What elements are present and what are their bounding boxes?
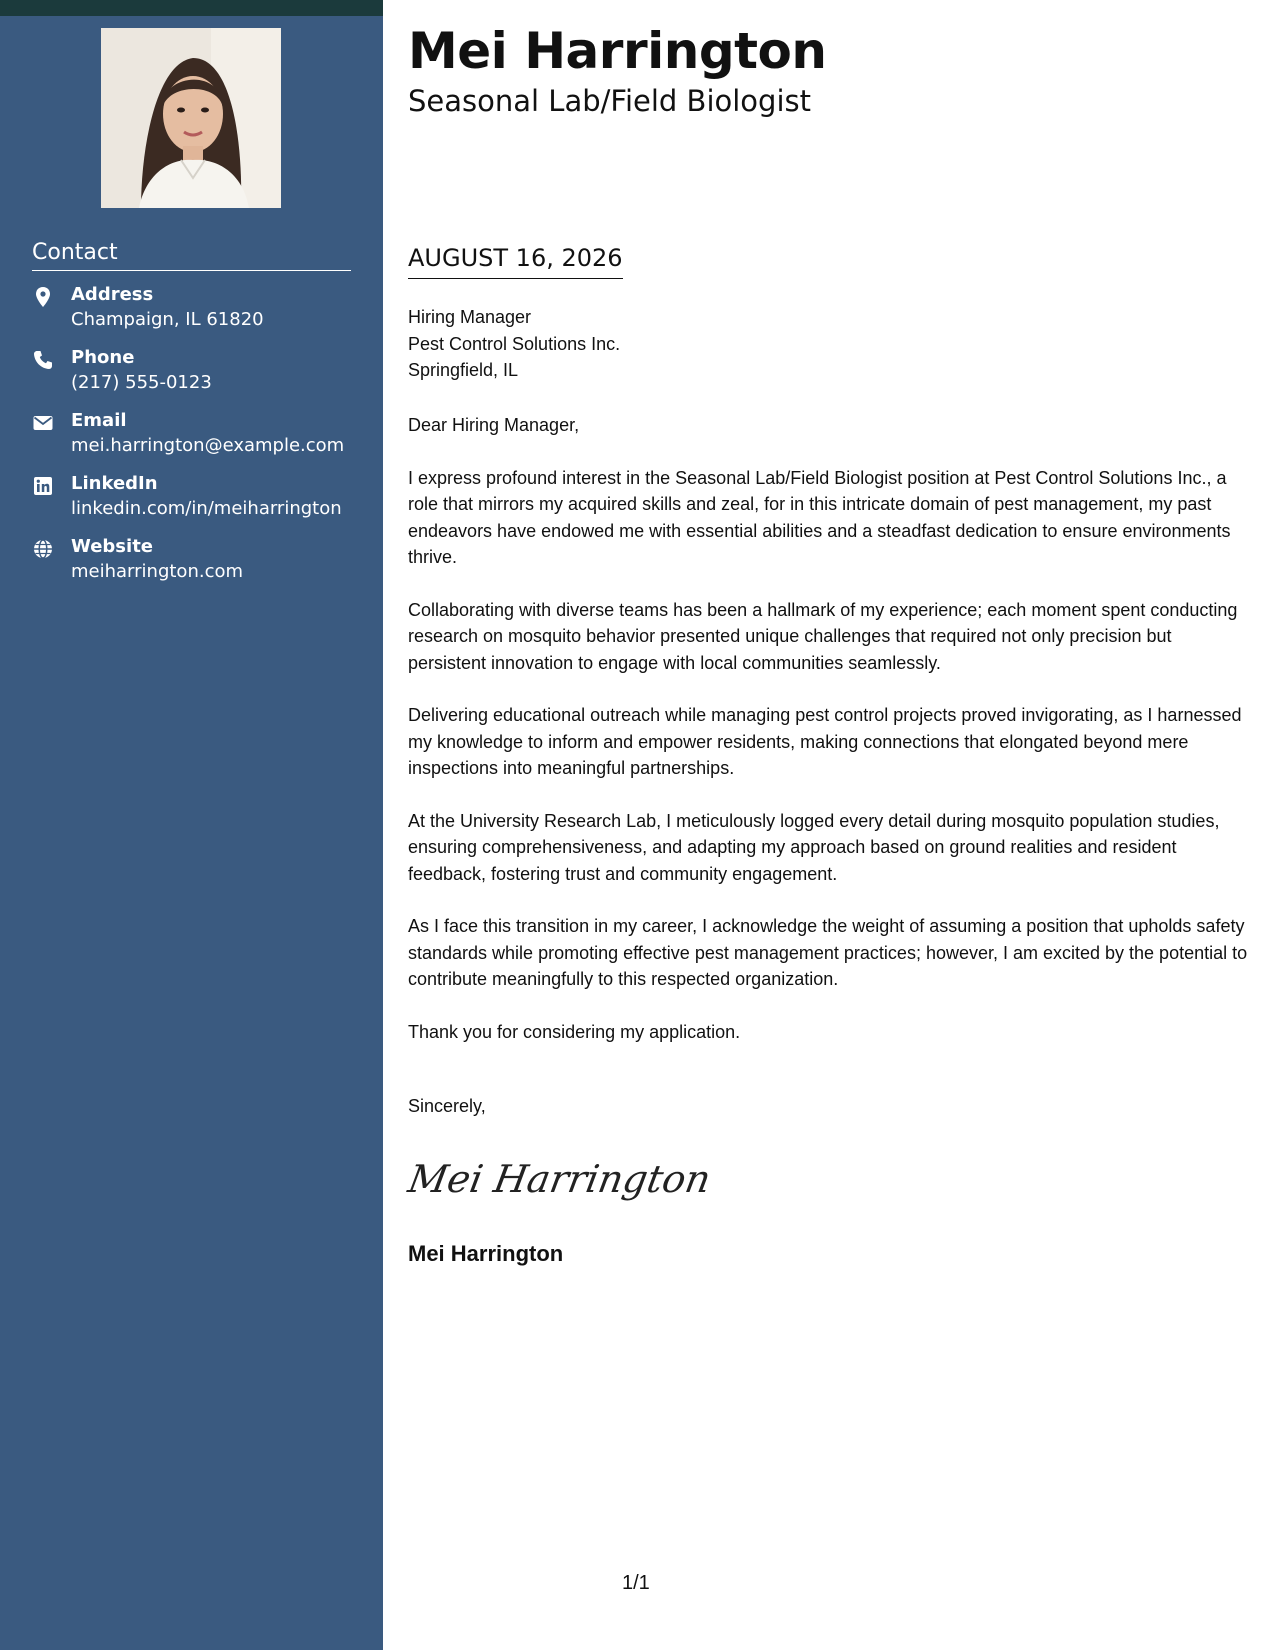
contact-item-address (32, 284, 362, 347)
signature-text: Mei Harrington (404, 1157, 714, 1202)
contact-value: Champaign, IL 61820 (71, 309, 264, 330)
recipient-block (408, 304, 620, 384)
contact-item-email (32, 410, 362, 473)
contact-heading: Contact (32, 240, 351, 271)
recipient-company: Pest Control Solutions Inc. (408, 333, 621, 354)
letter-paragraph: Collaborating with diverse teams has been a hallmark of my experience; each moment spent conducting research on mosquito behavior presented unique challenges that required not only precision but persistent innovation to engage with local communities seamlessly. (408, 599, 1238, 673)
letter-paragraph: I express profound interest in the Seasonal Lab/Field Biologist position at Pest Control Solutions Inc., a role that mirrors my acquired skills and zeal, for in this intricate domain of pest management, my past endeavors have endowed me with essential abilities and a steadfast dedication to ensure environments thrive. (408, 467, 1231, 567)
letter-paragraph: At the University Research Lab, I meticulously logged every detail during mosquito population studies, ensuring comprehensiveness, and adapting my approach based on ground realities and resident feedback, fostering trust and community engagement. (408, 810, 1220, 884)
linkedin-icon (32, 475, 54, 497)
salutation: Dear Hiring Manager, (408, 415, 580, 435)
profile-photo (101, 28, 281, 208)
contact-list (32, 284, 362, 599)
job-title: Seasonal Lab/Field Biologist (408, 84, 811, 118)
contact-value: linkedin.com/in/meiharrington (71, 498, 342, 519)
letter-body (408, 412, 1253, 1071)
letter-paragraph: As I face this transition in my career, I acknowledge the weight of assuming a position that upholds safety standards while promoting effective pest management practices; however, I am excited by the potential to contribute meaningfully to this respected organization. (408, 916, 1248, 989)
globe-icon (32, 538, 54, 560)
contact-label: Email (71, 410, 127, 431)
candidate-name: Mei Harrington (408, 22, 827, 80)
phone-icon (32, 349, 54, 371)
recipient-name: Hiring Manager (408, 307, 532, 327)
closing: Sincerely, (408, 1096, 486, 1116)
signer-name: Mei Harrington (408, 1241, 564, 1266)
contact-item-linkedin (32, 473, 362, 536)
letter-paragraph: Thank you for considering my application. (408, 1021, 741, 1042)
contact-label: Address (71, 284, 154, 305)
sidebar-top-bar (0, 0, 383, 16)
contact-item-phone (32, 347, 362, 410)
handwritten-signature (404, 1150, 714, 1215)
contact-item-website (32, 536, 362, 599)
contact-label: Website (71, 536, 154, 557)
contact-label: LinkedIn (71, 473, 158, 494)
letter-date: AUGUST 16, 2026 (408, 244, 623, 279)
map-pin-icon (32, 286, 54, 308)
contact-value: meiharrington.com (71, 561, 244, 582)
sidebar (0, 0, 383, 1650)
recipient-location: Springfield, IL (408, 360, 519, 380)
contact-value: (217) 555-0123 (71, 372, 212, 393)
envelope-icon (32, 412, 54, 434)
page-number: 1/1 (622, 1572, 650, 1594)
contact-label: Phone (71, 347, 135, 368)
letter-paragraph: Delivering educational outreach while managing pest control projects proved invigorating, as I harnessed my knowledge to inform and empower residents, making connections that elongated beyond mere inspections into meaningful partnerships. (408, 705, 1242, 778)
contact-value: mei.harrington@example.com (71, 435, 345, 456)
